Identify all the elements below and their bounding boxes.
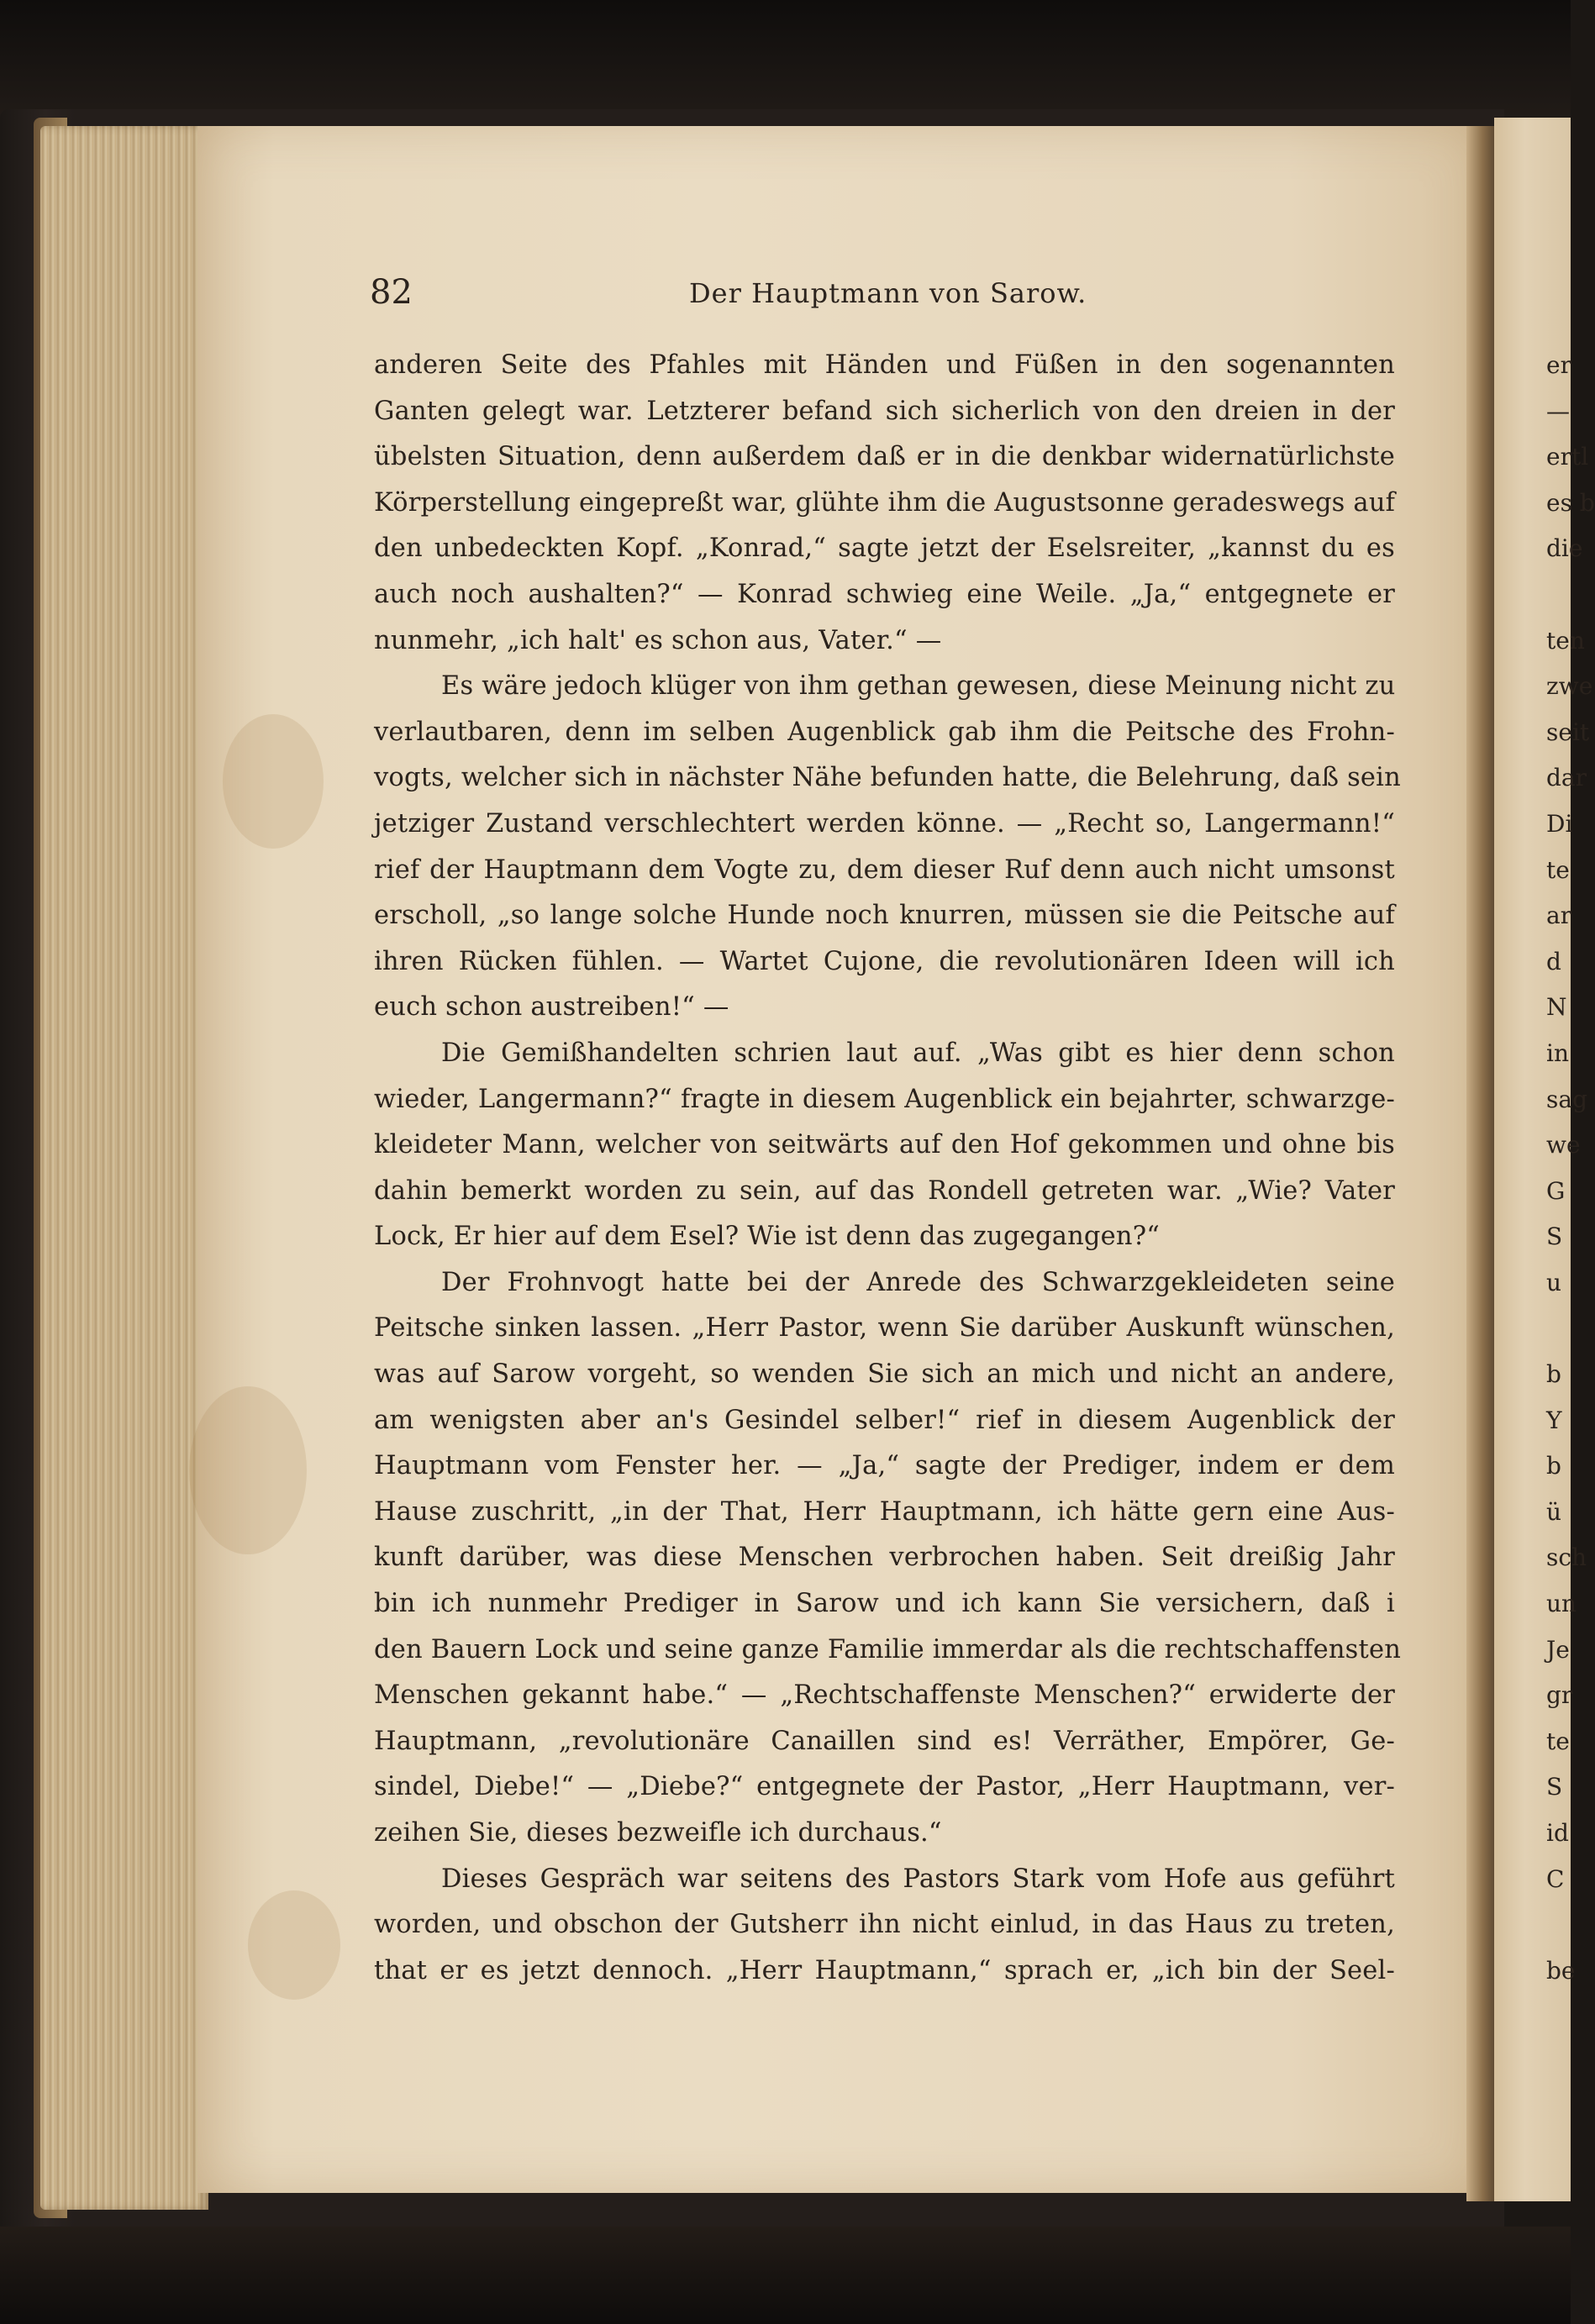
text-line: euch schon austreiben!“ —: [374, 992, 729, 1023]
text-line: den Bauern Lock und seine ganze Familie immerdar als die rechtschaffensten: [374, 1634, 1402, 1664]
facing-page-fragment: C: [1546, 1864, 1565, 1893]
facing-page-fragment: G: [1546, 1176, 1566, 1205]
text-line: verlautbaren, denn im selben Augenblick gab ihm die Peitsche des Frohn-: [374, 717, 1395, 747]
text-line: erscholl, „so lange solche Hunde noch knurren, müssen sie die Peitsche auf: [374, 901, 1395, 931]
text-line: kleideter Mann, welcher von seitwärts auf den Hof gekommen und ohne bis: [374, 1130, 1395, 1160]
text-line: Hauptmann, „revolutionäre Canaillen sind es! Verräther, Empörer, Ge-: [374, 1726, 1395, 1756]
text-line: Hause zuschritt, „in der That, Herr Hauptmann, ich hätte gern eine Aus-: [374, 1496, 1395, 1527]
facing-page-text-fragments: [1546, 343, 1595, 1994]
facing-page-fragment: be: [1546, 1956, 1576, 1985]
text-line: kunft darüber, was diese Menschen verbrochen haben. Seit dreißig Jahr: [374, 1543, 1395, 1573]
facing-page-fragment: sch: [1546, 1543, 1587, 1572]
text-line: auch noch aushalten?“ — Konrad schwieg eine Weile. „Ja,“ entgegnete er: [374, 579, 1395, 609]
facing-page-fragment: ü: [1546, 1497, 1562, 1526]
facing-page-fragment: we: [1546, 1131, 1581, 1159]
facing-page-fragment: [1546, 1902, 1571, 1948]
text-line: Es wäre jedoch klüger von ihm gethan gewesen, diese Meinung nicht zu: [441, 671, 1396, 702]
facing-page-fragment: [1546, 572, 1571, 618]
facing-page-fragment: sag: [1546, 1085, 1587, 1113]
text-line: was auf Sarow vorgeht, so wenden Sie sich an mich und nicht an andere,: [374, 1359, 1395, 1390]
page-number: 82: [370, 273, 413, 312]
facing-page-fragment: ar: [1546, 902, 1572, 930]
text-line: Die Gemißhandelten schrien laut auf. „Was gibt es hier denn schon: [441, 1038, 1395, 1068]
body-text: [374, 343, 1402, 1994]
text-line: dahin bemerkt worden zu sein, auf das Rondell getreten war. „Wie? Vater: [374, 1175, 1395, 1206]
text-line: worden, und obschon der Gutsherr ihn nicht einlud, in das Haus zu treten,: [374, 1910, 1395, 1940]
text-line: den unbedeckten Kopf. „Konrad,“ sagte jetzt der Eselsreiter, „kannst du es: [374, 534, 1395, 564]
dark-background-top: [0, 0, 1571, 126]
text-line: Dieses Gespräch war seitens des Pastors Stark vom Hofe aus geführt: [441, 1864, 1395, 1894]
facing-page-fragment: ten: [1546, 626, 1585, 655]
facing-page-fragment: er: [1546, 351, 1571, 379]
facing-page-fragment: [1546, 1306, 1571, 1352]
text-line: sindel, Diebe!“ — „Diebe?“ entgegnete der Pastor, „Herr Hauptmann, ver-: [374, 1772, 1395, 1802]
facing-page-fragment: b: [1546, 1452, 1561, 1480]
page-stain: [223, 714, 324, 849]
text-line: nunmehr, „ich halt' es schon aus, Vater.“ —: [374, 625, 942, 655]
facing-page-fragment: N: [1546, 993, 1567, 1022]
facing-page-fragment: Je: [1546, 1635, 1570, 1664]
text-line: Lock, Er hier auf dem Esel? Wie ist denn das zugegangen?“: [374, 1222, 1161, 1252]
text-line: ihren Rücken fühlen. — Wartet Cujone, die revolutionären Ideen will ich: [374, 946, 1395, 976]
text-line: am wenigsten aber an's Gesindel selber!“ rief in diesem Augenblick der: [374, 1405, 1395, 1435]
facing-page-fragment: u: [1546, 1268, 1562, 1296]
facing-page-fragment: ertl: [1546, 443, 1589, 471]
page-stain: [189, 1386, 307, 1554]
facing-page-fragment: d: [1546, 947, 1561, 975]
facing-page-fragment: zwe: [1546, 672, 1593, 701]
text-line: jetziger Zustand verschlechtert werden könne. — „Recht so, Langermann!“: [374, 808, 1395, 839]
text-line: Körperstellung eingepreßt war, glühte ihm die Augustsonne geradeswegs auf: [374, 487, 1396, 518]
text-line: that er es jetzt dennoch. „Herr Hauptmann,“ sprach er, „ich bin der Seel-: [374, 1955, 1395, 1985]
facing-page-fragment: te: [1546, 855, 1570, 884]
facing-page-fragment: dar: [1546, 764, 1587, 792]
facing-page-fragment: S: [1546, 1222, 1563, 1251]
facing-page-fragment: es b: [1546, 488, 1595, 517]
facing-page-fragment: Di: [1546, 809, 1573, 838]
facing-page-fragment: in: [1546, 1038, 1569, 1067]
facing-page-fragment: te: [1546, 1727, 1570, 1755]
text-line: Menschen gekannt habe.“ — „Rechtschaffenste Menschen?“ erwiderte der: [374, 1680, 1395, 1711]
text-line: Hauptmann vom Fenster her. — „Ja,“ sagte der Prediger, indem er dem: [374, 1451, 1395, 1481]
facing-page-fragment: Y: [1546, 1406, 1562, 1434]
page-stain: [248, 1890, 340, 2000]
book-gutter: [1466, 126, 1496, 2201]
facing-page-fragment: die: [1546, 534, 1583, 563]
facing-page-fragment: seit: [1546, 718, 1590, 746]
text-line: bin ich nunmehr Prediger in Sarow und ich kann Sie versichern, daß i: [374, 1589, 1395, 1619]
dark-background-bottom: [0, 2227, 1571, 2324]
text-line: Der Frohnvogt hatte bei der Anrede des Schwarzgekleideten seine: [441, 1267, 1395, 1297]
text-line: wieder, Langermann?“ fragte in diesem Augenblick ein bejahrter, schwarzge-: [374, 1084, 1395, 1114]
facing-page-fragment: un: [1546, 1590, 1577, 1618]
text-line: Ganten gelegt war. Letzterer befand sich sicherlich von den dreien in der: [374, 396, 1395, 426]
text-line: übelsten Situation, denn außerdem daß er in die denkbar widernatürlichste: [374, 442, 1395, 472]
facing-page-fragment: id: [1546, 1819, 1569, 1847]
facing-page-fragment: gr: [1546, 1681, 1573, 1710]
text-line: vogts, welcher sich in nächster Nähe befunden hatte, die Belehrung, daß sein: [374, 763, 1401, 793]
running-title: Der Hauptmann von Sarow.: [689, 277, 1087, 309]
text-line: zeihen Sie, dieses bezweifle ich durchaus.“: [374, 1818, 942, 1848]
page-block-edges: [40, 126, 208, 2210]
text-line: Peitsche sinken lassen. „Herr Pastor, wenn Sie darüber Auskunft wünschen,: [374, 1313, 1395, 1343]
facing-page-fragment: b: [1546, 1360, 1561, 1389]
text-line: rief der Hauptmann dem Vogte zu, dem dieser Ruf denn auch nicht umsonst: [374, 854, 1395, 885]
text-line: anderen Seite des Pfahles mit Händen und Füßen in den sogenannten: [374, 350, 1395, 380]
facing-page-fragment: —: [1546, 397, 1570, 425]
facing-page-fragment: S: [1546, 1773, 1563, 1801]
